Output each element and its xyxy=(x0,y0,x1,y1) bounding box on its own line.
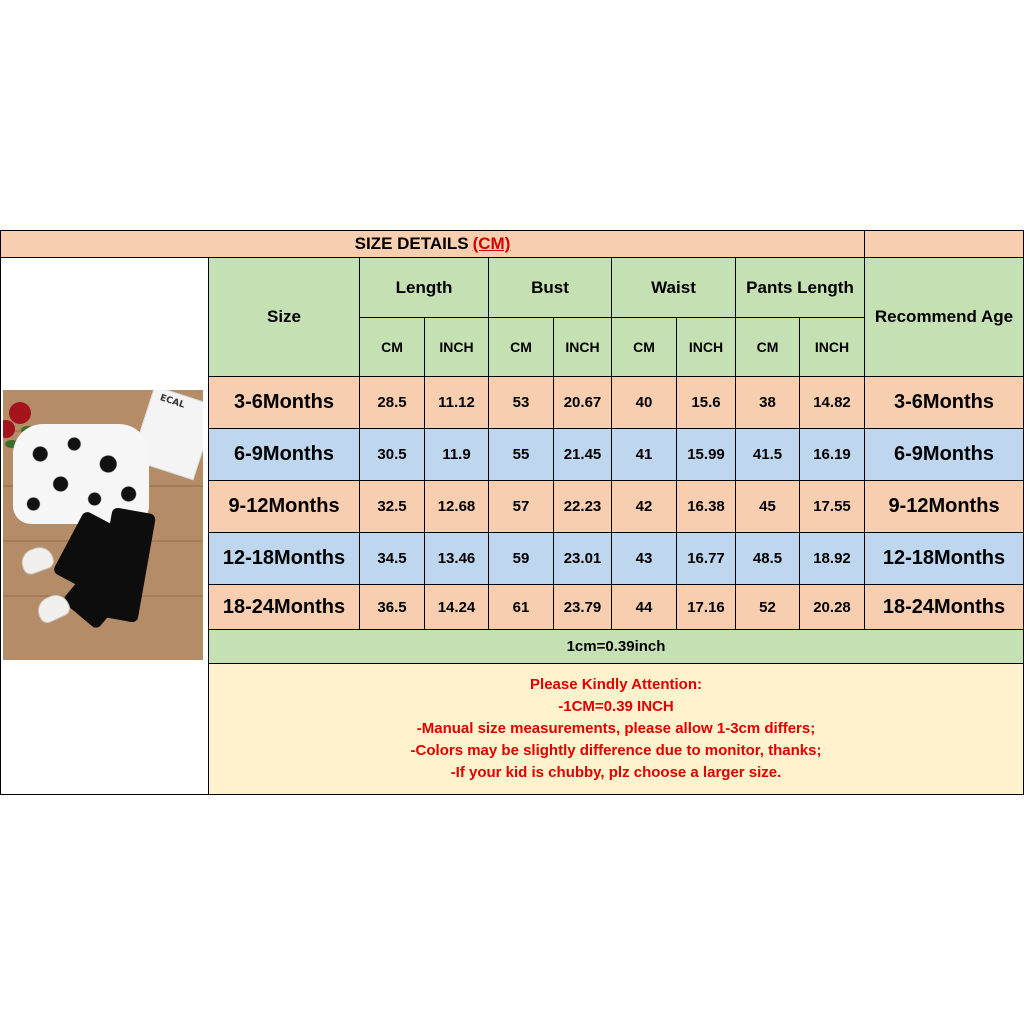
cell-value: 40 xyxy=(635,394,653,411)
cell-value: 17.16 xyxy=(687,598,725,616)
cell-value: 20.67 xyxy=(563,394,602,411)
cell-bust-in xyxy=(553,428,612,481)
cell-value: 42 xyxy=(635,498,653,515)
cell-length-cm xyxy=(359,376,425,429)
cell-bust-in xyxy=(553,480,612,533)
header-length: Length xyxy=(359,257,489,318)
cell-value: 36.5 xyxy=(377,598,407,616)
photo-panel xyxy=(0,257,209,795)
cell-waist-in xyxy=(676,532,736,585)
subheader-length-inch: INCH xyxy=(424,317,489,377)
cell-pants-cm xyxy=(735,428,800,481)
attention-line-1: -1CM=0.39 INCH xyxy=(558,698,674,715)
cell-value: 11.12 xyxy=(438,394,475,411)
cell-pants-in xyxy=(799,480,865,533)
cell-value: 55 xyxy=(512,446,530,463)
cell-value: 59 xyxy=(512,550,530,567)
cell-age xyxy=(864,584,1024,630)
cell-value: 15.99 xyxy=(687,446,725,463)
cell-pants-cm xyxy=(735,376,800,429)
white-shoe xyxy=(18,543,56,576)
subheader-bust-cm: CM xyxy=(488,317,554,377)
cell-value: 38 xyxy=(759,394,776,411)
cell-value: 53 xyxy=(512,394,530,411)
cell-value: 12-18Months xyxy=(882,547,1006,569)
cell-value: 48.5 xyxy=(752,550,783,567)
cell-bust-cm xyxy=(488,480,554,533)
cell-bust-in xyxy=(553,376,612,429)
cell-size xyxy=(208,376,360,429)
cell-pants-cm xyxy=(735,584,800,630)
cell-value: 20.28 xyxy=(813,598,851,616)
cell-waist-cm xyxy=(611,584,677,630)
cell-age xyxy=(864,480,1024,533)
cell-size xyxy=(208,532,360,585)
attention-line-2: -Manual size measurements, please allow 1-3cm differs; xyxy=(416,720,816,737)
cell-waist-in xyxy=(676,584,736,630)
cell-waist-cm xyxy=(611,428,677,481)
cell-waist-in xyxy=(676,480,736,533)
cell-age xyxy=(864,376,1024,429)
cell-bust-cm xyxy=(488,376,554,429)
cell-age xyxy=(864,428,1024,481)
cell-value: 18-24Months xyxy=(222,595,346,618)
header-bust: Bust xyxy=(488,257,612,318)
cell-value: 15.6 xyxy=(691,394,721,411)
subheader-length-cm: CM xyxy=(359,317,425,377)
cell-value: 17.55 xyxy=(813,498,851,515)
cell-value: 41.5 xyxy=(752,446,783,463)
cell-age xyxy=(864,532,1024,585)
header-recommend-age: Recommend Age xyxy=(864,257,1024,377)
cell-value: 52 xyxy=(759,598,776,616)
cell-size xyxy=(208,584,360,630)
conversion-note: 1cm=0.39inch xyxy=(208,629,1024,664)
cell-pants-cm xyxy=(735,480,800,533)
cell-value: 14.24 xyxy=(437,598,476,616)
cell-value: 14.82 xyxy=(813,394,851,411)
cell-waist-cm xyxy=(611,532,677,585)
cell-value: 41 xyxy=(635,446,653,463)
cell-value: 23.79 xyxy=(563,598,602,616)
cell-size xyxy=(208,428,360,481)
attention-box xyxy=(208,663,1024,795)
header-waist: Waist xyxy=(611,257,736,318)
cell-bust-cm xyxy=(488,428,554,481)
cell-pants-in xyxy=(799,376,865,429)
cell-value: 6-9Months xyxy=(894,443,994,465)
cell-length-cm xyxy=(359,532,425,585)
cell-pants-in xyxy=(799,428,865,481)
chart-title-unit: (CM) xyxy=(472,234,511,253)
cell-value: 9-12Months xyxy=(888,495,1000,517)
chart-title-text: SIZE DETAILS xyxy=(354,234,469,253)
subheader-bust-inch: INCH xyxy=(553,317,612,377)
cell-length-in xyxy=(424,428,489,481)
cell-value: 9-12Months xyxy=(228,495,340,517)
cell-value: 3-6Months xyxy=(234,391,334,413)
cell-value: 34.5 xyxy=(377,550,407,567)
title-bar-right xyxy=(864,230,1024,258)
subheader-pants-cm: CM xyxy=(735,317,800,377)
cell-value: 12-18Months xyxy=(222,547,346,569)
cell-value: 61 xyxy=(512,598,530,616)
cell-value: 16.77 xyxy=(687,550,725,567)
cell-value: 6-9Months xyxy=(234,443,334,465)
cell-value: 43 xyxy=(635,550,653,567)
cell-pants-in xyxy=(799,584,865,630)
cell-length-in xyxy=(424,532,489,585)
cell-value: 32.5 xyxy=(377,498,407,515)
size-chart xyxy=(0,230,1024,795)
cell-length-cm xyxy=(359,584,425,630)
cell-waist-cm xyxy=(611,376,677,429)
cell-value: 30.5 xyxy=(377,446,407,463)
cell-value: 12.68 xyxy=(437,498,476,515)
attention-line-3: -Colors may be slightly difference due to monitor, thanks; xyxy=(410,742,822,759)
cell-pants-in xyxy=(799,532,865,585)
cell-length-cm xyxy=(359,428,425,481)
cell-value: 18-24Months xyxy=(882,595,1006,618)
header-size: Size xyxy=(208,257,360,377)
cell-length-cm xyxy=(359,480,425,533)
card-text: ECAL xyxy=(158,393,186,411)
cell-length-in xyxy=(424,480,489,533)
cell-value: 11.9 xyxy=(442,446,471,463)
attention-title: Please Kindly Attention: xyxy=(530,676,702,693)
cell-value: 21.45 xyxy=(563,446,602,463)
chart-title xyxy=(0,230,865,258)
header-pants-length: Pants Length xyxy=(735,257,865,318)
subheader-pants-inch: INCH xyxy=(799,317,865,377)
subheader-waist-inch: INCH xyxy=(676,317,736,377)
cell-value: 44 xyxy=(635,598,653,616)
cell-length-in xyxy=(424,376,489,429)
cell-bust-in xyxy=(553,584,612,630)
cell-length-in xyxy=(424,584,489,630)
cell-value: 13.46 xyxy=(437,550,476,567)
cell-value: 23.01 xyxy=(563,550,602,567)
subheader-waist-cm: CM xyxy=(611,317,677,377)
cell-bust-cm xyxy=(488,532,554,585)
cell-value: 16.19 xyxy=(813,446,851,463)
cell-bust-in xyxy=(553,532,612,585)
cell-value: 22.23 xyxy=(563,498,602,515)
cell-size xyxy=(208,480,360,533)
cell-waist-in xyxy=(676,428,736,481)
rose-decoration xyxy=(9,402,31,424)
cell-value: 28.5 xyxy=(377,394,407,411)
cell-bust-cm xyxy=(488,584,554,630)
attention-line-4: -If your kid is chubby, plz choose a larger size. xyxy=(450,764,782,781)
cell-waist-cm xyxy=(611,480,677,533)
cell-value: 57 xyxy=(512,498,530,515)
cell-pants-cm xyxy=(735,532,800,585)
cell-value: 3-6Months xyxy=(894,391,994,413)
cell-value: 18.92 xyxy=(813,550,851,567)
cell-value: 45 xyxy=(759,498,776,515)
product-photo xyxy=(3,390,203,660)
cell-value: 16.38 xyxy=(687,498,725,515)
cell-waist-in xyxy=(676,376,736,429)
